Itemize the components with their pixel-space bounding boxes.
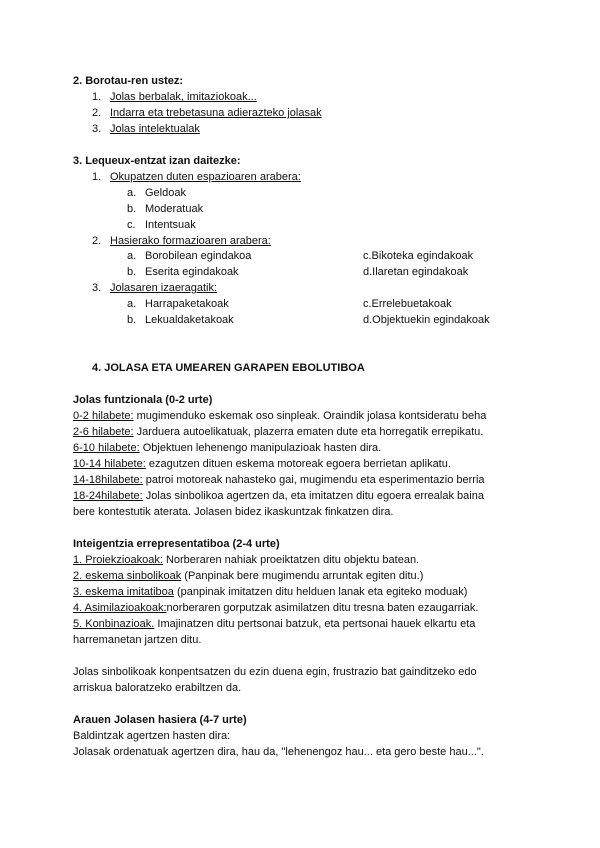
list-number: 1. bbox=[92, 171, 102, 183]
list-item bbox=[92, 90, 257, 104]
subsection-title: Jolas funtzionala (0-2 urte) bbox=[73, 394, 213, 406]
sub-text: Eserita egindakoak bbox=[145, 266, 239, 278]
stage-label: 14-18hilabete: bbox=[73, 474, 143, 486]
list-text: Jolas berbalak, imitaziokoak... bbox=[110, 91, 257, 103]
stage-text: ezagutzen dituen eskema motoreak egoera berrietan aplikatu. bbox=[145, 458, 451, 470]
sub-item-right: c.Bikoteka egindakoak bbox=[363, 250, 474, 262]
stage-text: (Panpinak bere mugimendu arruntak egiten ditu.) bbox=[181, 570, 424, 582]
list-number: 3. bbox=[92, 123, 102, 135]
sub-text: Borobilean egindakoa bbox=[145, 250, 252, 262]
sub-text: Moderatuak bbox=[145, 203, 204, 215]
stage-label: 5. Konbinazioak. bbox=[73, 618, 155, 630]
stage-text: Norberaren nahiak proeiktatzen ditu objektu batean. bbox=[162, 554, 420, 566]
stage-label: 2. eskema sinbolikoak bbox=[73, 570, 182, 582]
group-1-title bbox=[92, 170, 301, 184]
stage-row bbox=[73, 553, 419, 567]
sub-text: Intentsuak bbox=[145, 219, 196, 231]
stage-text: Objektuen lehenengo manipulazioak hasten dira. bbox=[139, 442, 382, 454]
list-number: 1. bbox=[92, 91, 102, 103]
sub-letter: a. bbox=[127, 187, 137, 199]
paragraph-line: harremanetan jartzen ditu. bbox=[73, 634, 202, 646]
group-2-title bbox=[92, 234, 271, 248]
stage-label: 2-6 hilabete: bbox=[73, 426, 134, 438]
stage-text: Jarduera autoelikatuak, plazerra ematen dute eta horregatik errepikatu. bbox=[133, 426, 484, 438]
sub-letter: a. bbox=[127, 250, 137, 262]
stage-row bbox=[73, 425, 483, 439]
stage-label: 6-10 hilabete: bbox=[73, 442, 140, 454]
section-3-heading: 3. Lequeux-entzat izan daitezke: bbox=[73, 155, 241, 167]
stage-text: Imajinatzen ditu pertsonai batzuk, eta pertsonai hauek elkartu eta bbox=[154, 618, 476, 630]
stage-text: Jolas sinbolikoa agertzen da, eta imitatzen ditu egoera errealak baina bbox=[142, 490, 484, 502]
sub-item-right: c.Errelebuetakoak bbox=[363, 298, 452, 310]
sub-text: Lekualdaketakoak bbox=[145, 314, 234, 326]
sub-text: Harrapaketakoak bbox=[145, 298, 229, 310]
stage-label: 18-24hilabete: bbox=[73, 490, 143, 502]
list-text: Indarra eta trebetasuna adierazteko jolasak bbox=[110, 107, 322, 119]
sub-text: Geldoak bbox=[145, 187, 186, 199]
sub-item bbox=[127, 218, 196, 232]
list-item bbox=[92, 122, 200, 136]
paragraph-line: arriskua baloratzeko erabiltzen da. bbox=[73, 682, 242, 694]
stage-row bbox=[73, 441, 381, 455]
stage-text: patroi motoreak nahasteko gai, mugimendu eta esperimentazio berria bbox=[142, 474, 485, 486]
list-text: Jolasaren izaeragatik: bbox=[110, 282, 218, 294]
list-item bbox=[92, 106, 322, 120]
paragraph-line: bere kontestutik aterata. Jolasen bidez ikaskuntzak finkatzen dira. bbox=[73, 506, 394, 518]
sub-item bbox=[127, 313, 234, 327]
stage-label: 3. eskema imitatiboa bbox=[73, 586, 174, 598]
group-3-title bbox=[92, 281, 218, 295]
stage-row bbox=[73, 601, 478, 615]
list-text: Okupatzen duten espazioaren arabera: bbox=[110, 171, 301, 183]
sub-item bbox=[127, 265, 239, 279]
stage-row bbox=[73, 489, 484, 503]
list-text: Hasierako formazioaren arabera: bbox=[110, 235, 271, 247]
stage-label: 10-14 hilabete: bbox=[73, 458, 146, 470]
sub-letter: b. bbox=[127, 314, 137, 326]
stage-row bbox=[73, 473, 485, 487]
paragraph-line: Baldintzak agertzen hasten dira: bbox=[73, 730, 231, 742]
sub-item bbox=[127, 202, 204, 216]
stage-row bbox=[73, 617, 475, 631]
paragraph-line: Jolasak ordenatuak agertzen dira, hau da, "lehenengoz hau... eta gero beste hau...". bbox=[73, 746, 484, 758]
list-number: 2. bbox=[92, 107, 102, 119]
sub-item-right: d.Ilaretan egindakoak bbox=[363, 266, 469, 278]
list-number: 3. bbox=[92, 282, 102, 294]
paragraph-line: Jolas sinbolikoak konpentsatzen du ezin duena egin, frustrazio bat gainditzeko edo bbox=[73, 666, 477, 678]
sub-letter: b. bbox=[127, 266, 137, 278]
sub-item bbox=[127, 297, 229, 311]
sub-letter: a. bbox=[127, 298, 137, 310]
list-text: Jolas intelektualak bbox=[110, 123, 200, 135]
sub-item-right: d.Objektuekin egindakoak bbox=[363, 314, 490, 326]
stage-label: 0-2 hilabete: bbox=[73, 410, 134, 422]
stage-text: (panpinak imitatzen ditu helduen lanak eta egiteko moduak) bbox=[173, 586, 468, 598]
sub-letter: b. bbox=[127, 203, 137, 215]
section-4-heading: 4. JOLASA ETA UMEAREN GARAPEN EBOLUTIBOA bbox=[92, 362, 365, 374]
list-number: 2. bbox=[92, 235, 102, 247]
stage-row bbox=[73, 569, 423, 583]
stage-label: 4. Asimilazioakoak: bbox=[73, 602, 167, 614]
subsection-title: Arauen Jolasen hasiera (4-7 urte) bbox=[73, 714, 247, 726]
section-2-heading: 2. Borotau-ren ustez: bbox=[73, 75, 184, 87]
stage-row bbox=[73, 585, 467, 599]
sub-item bbox=[127, 249, 252, 263]
stage-label: 1. Proiekzioakoak: bbox=[73, 554, 163, 566]
sub-item bbox=[127, 186, 186, 200]
stage-row bbox=[73, 409, 486, 423]
stage-row bbox=[73, 457, 451, 471]
stage-text: mugimenduko eskemak oso sinpleak. Oraindik jolasa kontsideratu beha bbox=[133, 410, 487, 422]
sub-letter: c. bbox=[127, 219, 136, 231]
stage-text: norberaren gorputzak asimilatzen ditu tresna baten ezaugarriak. bbox=[166, 602, 479, 614]
subsection-title: Inteigentzia errepresentatiboa (2-4 urte) bbox=[73, 538, 280, 550]
